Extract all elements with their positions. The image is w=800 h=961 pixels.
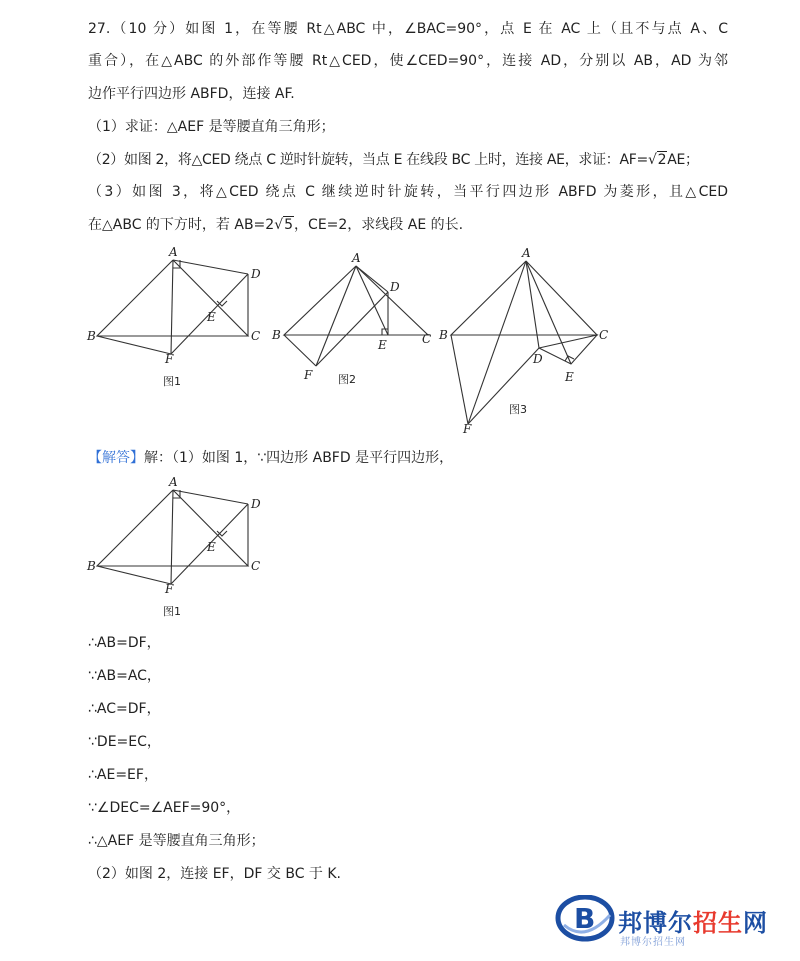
question-3-line-1: （3）如图 3，将△CED 绕点 C 继续逆时针旋转，当平行四边形 ABFD 为菱形，且△CED — [88, 184, 728, 200]
segment-af — [171, 490, 173, 584]
label-d: D — [533, 352, 543, 366]
segment-af — [316, 266, 356, 366]
segment-ae — [356, 266, 388, 335]
sqrt-sign: √ — [647, 152, 657, 168]
site-name-part-2: 招生 — [693, 909, 743, 937]
segment-bf — [97, 566, 171, 584]
label-f: F — [165, 352, 174, 366]
site-subtitle: 邦博尔招生网 — [620, 937, 686, 948]
figure-1-repeat — [85, 473, 275, 623]
segment-bf — [97, 336, 171, 354]
label-d: D — [251, 497, 261, 511]
solution-intro — [88, 449, 453, 467]
figure-1-repeat-caption: 图1 — [163, 605, 181, 618]
label-e: E — [207, 310, 216, 324]
figure-3 — [437, 243, 617, 435]
label-d: D — [251, 267, 261, 281]
label-c: C — [251, 559, 261, 573]
question-2-text: （2）如图 2，将△CED 绕点 C 逆时针旋转，当点 E 在线段 BC 上时，连接 AE，求证：AF= — [88, 152, 648, 168]
figure-1-caption: 图1 — [163, 375, 181, 388]
segment-af — [468, 261, 526, 424]
label-a: A — [352, 251, 361, 265]
label-a: A — [169, 245, 178, 259]
label-b: B — [87, 329, 96, 343]
label-f: F — [304, 368, 313, 382]
problem-line-2: 重合），在△ABC 的外部作等腰 Rt△CED，使∠CED=90°，连接 AD，分别以 AB，AD 为邻 — [88, 53, 728, 69]
label-a: A — [522, 246, 531, 260]
triangle-ced — [539, 335, 597, 364]
label-e: E — [565, 370, 574, 384]
figure-2 — [268, 243, 438, 393]
segment-bf — [451, 335, 468, 424]
label-c: C — [251, 329, 261, 343]
problem-line-3: 边作平行四边形 ABFD，连接 AF. — [88, 86, 295, 102]
figure-1 — [85, 243, 275, 393]
segment-af — [171, 260, 173, 354]
question-3-line-2 — [88, 216, 463, 234]
question-3-text: 在△ABC 的下方时，若 AB=2 — [88, 217, 275, 233]
label-e: E — [207, 540, 216, 554]
segment-ad — [356, 266, 388, 292]
solution-step: ∵AB=AC， — [88, 668, 161, 684]
question-3-tail: ，CE=2，求线段 AE 的长. — [294, 217, 464, 233]
solution-step: ∴AC=DF， — [88, 701, 161, 717]
sqrt-radicand: 5 — [284, 217, 294, 233]
solution-tag: 【解答】 — [88, 450, 144, 466]
figure-3-caption: 图3 — [509, 403, 527, 416]
label-c: C — [599, 328, 609, 342]
question-1: （1）求证：△AEF 是等腰直角三角形； — [88, 119, 335, 135]
site-name-part-3: 网 — [743, 909, 768, 937]
segment-bf — [284, 335, 316, 366]
label-c: C — [422, 332, 432, 346]
label-d: D — [390, 280, 400, 294]
solution-step: ∴△AEF 是等腰直角三角形； — [88, 833, 265, 849]
segment-fd — [316, 292, 388, 366]
label-b: B — [272, 328, 281, 342]
solution-step: ∴AE=EF， — [88, 767, 158, 783]
question-2 — [88, 151, 699, 169]
solution-step: ∵DE=EC， — [88, 734, 161, 750]
label-b: B — [439, 328, 448, 342]
problem-line-1: 27.（10 分）如图 1，在等腰 Rt△ABC 中，∠BAC=90°，点 E 在 AC 上（且不与点 A、C — [88, 21, 728, 37]
solution-intro-text: 解：（1）如图 1，∵四边形 ABFD 是平行四边形， — [144, 450, 454, 466]
question-2-tail: AE； — [667, 152, 699, 168]
logo-letter: B — [574, 902, 596, 935]
label-f: F — [463, 422, 472, 435]
solution-step: ∵∠DEC=∠AEF=90°， — [88, 800, 241, 816]
label-e: E — [378, 338, 387, 352]
solution-step: ∴AB=DF， — [88, 635, 161, 651]
solution-step: （2）如图 2，连接 EF，DF 交 BC 于 K. — [88, 866, 342, 882]
sqrt-radicand: 2 — [657, 152, 667, 168]
segment-fd — [468, 348, 539, 424]
label-f: F — [165, 582, 174, 596]
triangle-abc — [451, 261, 597, 335]
sqrt-sign: √ — [274, 217, 284, 233]
label-a: A — [169, 475, 178, 489]
figure-2-caption: 图2 — [338, 373, 356, 386]
segment-ae — [526, 261, 571, 364]
site-name-part-1: 邦博尔 — [618, 909, 693, 937]
label-b: B — [87, 559, 96, 573]
